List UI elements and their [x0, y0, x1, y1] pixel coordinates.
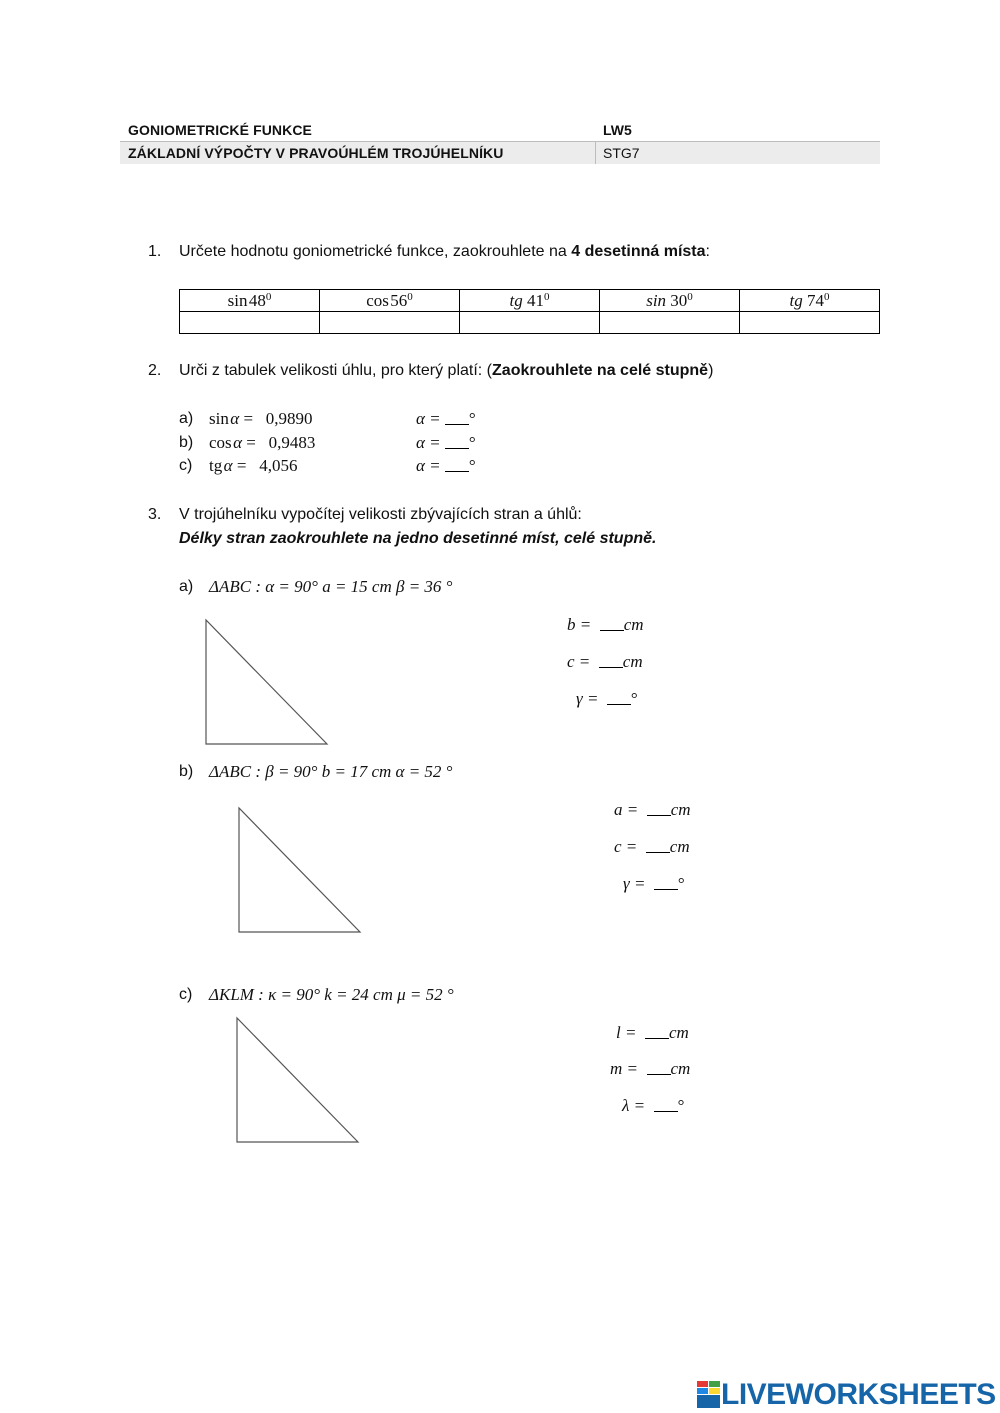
question-1-text: Určete hodnotu goniometrické funkce, zaokrouhlete na 4 desetinná místa: [179, 243, 710, 260]
q3c-given: ΔKLM : κ = 90° k = 24 cm μ = 52 ° [209, 985, 454, 1004]
liveworksheets-logo [697, 1380, 996, 1410]
q2a-label: a) [179, 410, 194, 427]
q1-answer-1[interactable] [180, 312, 320, 334]
q2a-blank[interactable] [445, 410, 469, 425]
q1-answer-4[interactable] [600, 312, 740, 334]
q1-table-header-row [180, 290, 880, 312]
question-3-note: Délky stran zaokrouhlete na jedno desetinné míst, celé stupně. [179, 530, 657, 547]
q2c-answer: α = ° [416, 456, 476, 475]
q3b-label: b) [179, 763, 194, 780]
worksheet-code: LW5 [603, 122, 632, 138]
worksheet-topic: GONIOMETRICKÉ FUNKCE [128, 122, 312, 138]
class-code: STG7 [603, 145, 640, 161]
q1-table-answer-row [180, 312, 880, 334]
q2c-blank[interactable] [445, 457, 469, 472]
question-1-number: 1. [148, 243, 162, 260]
q2a-expression: sin α = 0,9890 [209, 409, 313, 428]
q3a-blank-1[interactable] [600, 616, 624, 631]
q2b-label: b) [179, 434, 194, 451]
q3c-answer-1: l = cm [616, 1023, 689, 1042]
q1-answer-2[interactable] [320, 312, 460, 334]
q3c-answer-3: λ = ° [622, 1096, 685, 1115]
q3b-given: ΔABC : β = 90° b = 17 cm α = 52 ° [209, 762, 453, 781]
q3a-answer-3: γ = ° [576, 689, 638, 708]
q3b-answer-2: c = cm [614, 837, 690, 856]
q3a-answer-2: c = cm [567, 652, 643, 671]
q3a-label: a) [179, 578, 194, 595]
q1-cell-sin30: $\sin 30^0$ [600, 290, 740, 312]
q3c-blank-1[interactable] [645, 1024, 669, 1039]
q2b-blank[interactable] [445, 434, 469, 449]
q1-answer-3[interactable] [460, 312, 600, 334]
q2b-answer: α = ° [416, 433, 476, 452]
q3c-answer-2: m = cm [610, 1059, 691, 1078]
q2a-answer: α = ° [416, 409, 476, 428]
q3b-blank-1[interactable] [647, 801, 671, 816]
q3c-blank-3[interactable] [654, 1097, 678, 1112]
question-3-text: V trojúhelníku vypočítej velikosti zbývajících stran a úhlů: [179, 506, 582, 523]
header-row-1 [120, 119, 880, 142]
q3a-given: ΔABC : α = 90° a = 15 cm β = 36 ° [209, 577, 453, 596]
worksheet-subtitle: ZÁKLADNÍ VÝPOČTY V PRAVOÚHLÉM TROJÚHELNÍKU [128, 145, 504, 161]
header-row-2 [120, 142, 880, 164]
q3a-answer-1: b = cm [567, 615, 644, 634]
q3a-triangle [204, 618, 330, 746]
header-divider [595, 142, 596, 164]
q1-table [179, 289, 880, 334]
q3a-blank-2[interactable] [599, 653, 623, 668]
q2b-expression: cos α = 0,9483 [209, 433, 316, 452]
q1-cell-sin48: sin $48^0$ [180, 290, 320, 312]
q1-cell-tg74: tg $74^0$ [740, 290, 880, 312]
q1-answer-5[interactable] [740, 312, 880, 334]
q3b-answer-1: a = cm [614, 800, 691, 819]
q3c-triangle [235, 1016, 361, 1144]
q2c-expression: tg α = 4,056 [209, 456, 298, 475]
q3c-blank-2[interactable] [647, 1060, 671, 1075]
logo-text: LIVEWORKSHEETS [721, 1378, 996, 1411]
q1-cell-cos56: cos $56^0$ [320, 290, 460, 312]
q3b-blank-2[interactable] [646, 838, 670, 853]
logo-icon [697, 1381, 721, 1409]
q3a-blank-3[interactable] [607, 690, 631, 705]
q3b-blank-3[interactable] [654, 875, 678, 890]
q2c-label: c) [179, 457, 193, 474]
q3c-label: c) [179, 986, 193, 1003]
question-2-number: 2. [148, 362, 162, 379]
q3b-answer-3: γ = ° [623, 874, 685, 893]
q3b-triangle [237, 806, 363, 934]
q1-cell-tg41: tg $41^0$ [460, 290, 600, 312]
question-2-text: Urči z tabulek velikosti úhlu, pro který platí: (Zaokrouhlete na celé stupně) [179, 362, 714, 379]
question-3-number: 3. [148, 506, 162, 523]
